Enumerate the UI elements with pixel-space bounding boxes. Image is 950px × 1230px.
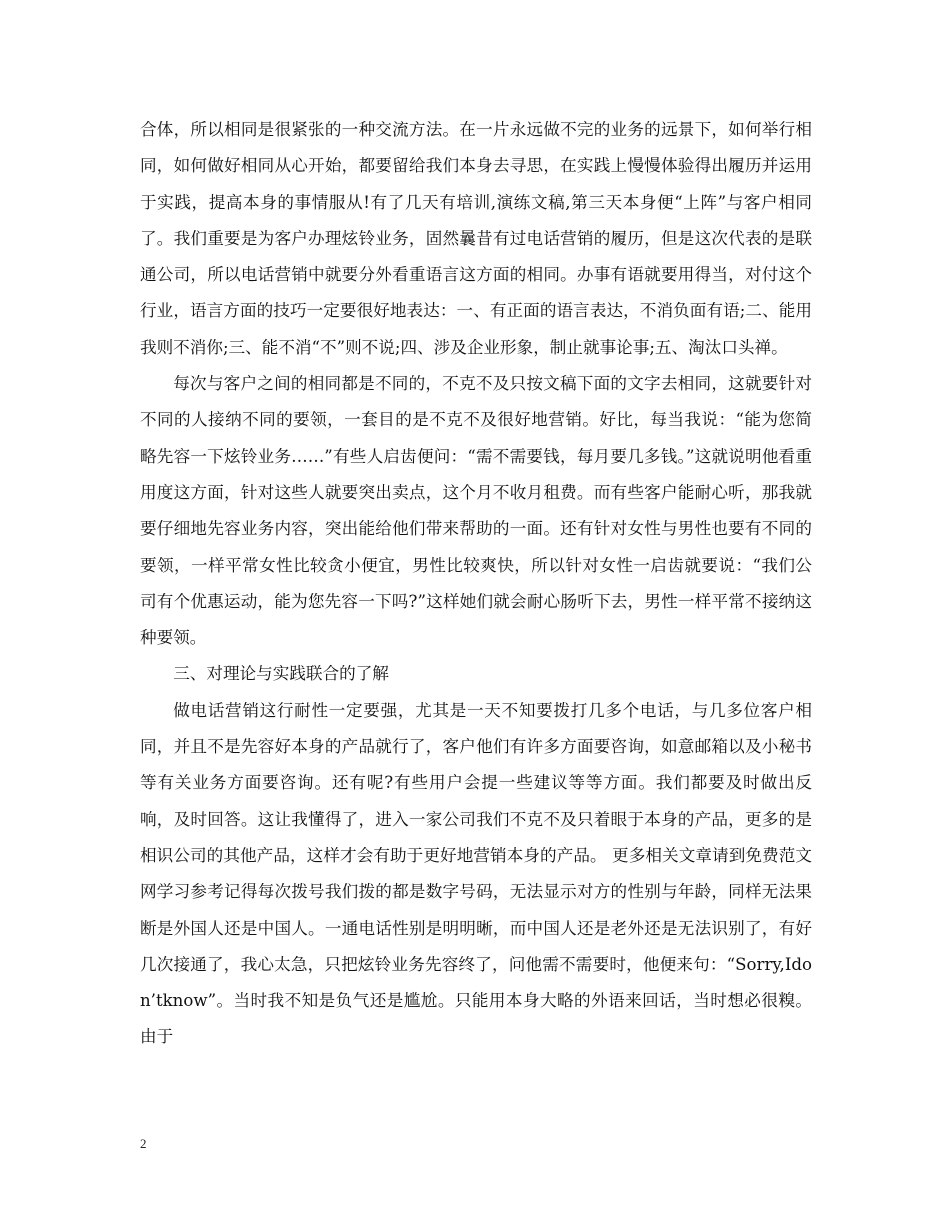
paragraph-1: 合体，所以相同是很紧张的一种交流方法。在一片永远做不完的业务的远景下，如何举行相同，如何做好相同从心开始，都要留给我们本身去寻思，在实践上慢慢体验得出履历并运用于实践，提高本身的事情服从!有了几天有培训,演练文稿,第三天本身便“上阵”与客户相同了。我们重要是为客户办理炫铃业务，固然曩昔有过电话营销的履历，但是这次代表的是联通公司，所以电话营销中就要分外看重语言这方面的相同。办事有语就要用得当，对付这个行业，语言方面的技巧一定要很好地表达：一、有正面的语言表达，不消负面有语;二、能用我则不消你;三、能不消“不”则不说;四、涉及企业形象，制止就事论事;五、淘汰口头禅。 — [140, 120, 812, 357]
page-number: 2 — [140, 1136, 147, 1151]
paragraph-3: 做电话营销这行耐性一定要强，尤其是一天不知要拨打几多个电话，与几多位客户相同，并且不是先容好本身的产品就行了，客户他们有许多方面要咨询，如意邮箱以及小秘书等有关业务方面要咨询。还有呢?有些用户会提一些建议等等方面。我们都要及时做出反响，及时回答。这让我懂得了，进入一家公司我们不克不及只着眼于本身的产品，更多的是相识公司的其他产品，这样才会有助于更好地营销本身的产品。 更多相关文章请到免费范文网学习参考记得每次拨号我们拨的都是数字号码，无法显示对方的性别与年龄，同样无法果断是外国人还是中国人。一通电话性别是明明晰，而中国人还是老外还是无法识别了，有好几次接通了，我心太急，只把炫铃业务先容终了，问他需不需要时，他便来句：“Sorry,Idon’tknow”。当时我不知是负气还是尴尬。只能用本身大略的外语来回话，当时想必很糗。由于 — [140, 700, 812, 1047]
paragraph-2: 每次与客户之间的相同都是不同的，不克不及只按文稿下面的文字去相同，这就要针对不同的人接纳不同的要领，一套目的是不克不及很好地营销。好比，每当我说：“能为您简略先容一下炫铃业务……”有些人启齿便问：“需不需要钱，每月要几多钱。”这就说明他看重用度这方面，针对这些人就要突出卖点，这个月不收月租费。而有些客户能耐心听，那我就要仔细地先容业务内容，突出能给他们带来帮助的一面。还有针对女性与男性也要有不同的要领，一样平常女性比较贪小便宜，男性比较爽快，所以针对女性一启齿就要说：“我们公司有个优惠运动，能为您先容一下吗?”这样她们就会耐心肠听下去，男性一样平常不接纳这种要领。 — [140, 374, 812, 648]
document-body — [140, 112, 812, 1056]
section-heading: 三、对理论与实践联合的了解 — [173, 664, 389, 684]
